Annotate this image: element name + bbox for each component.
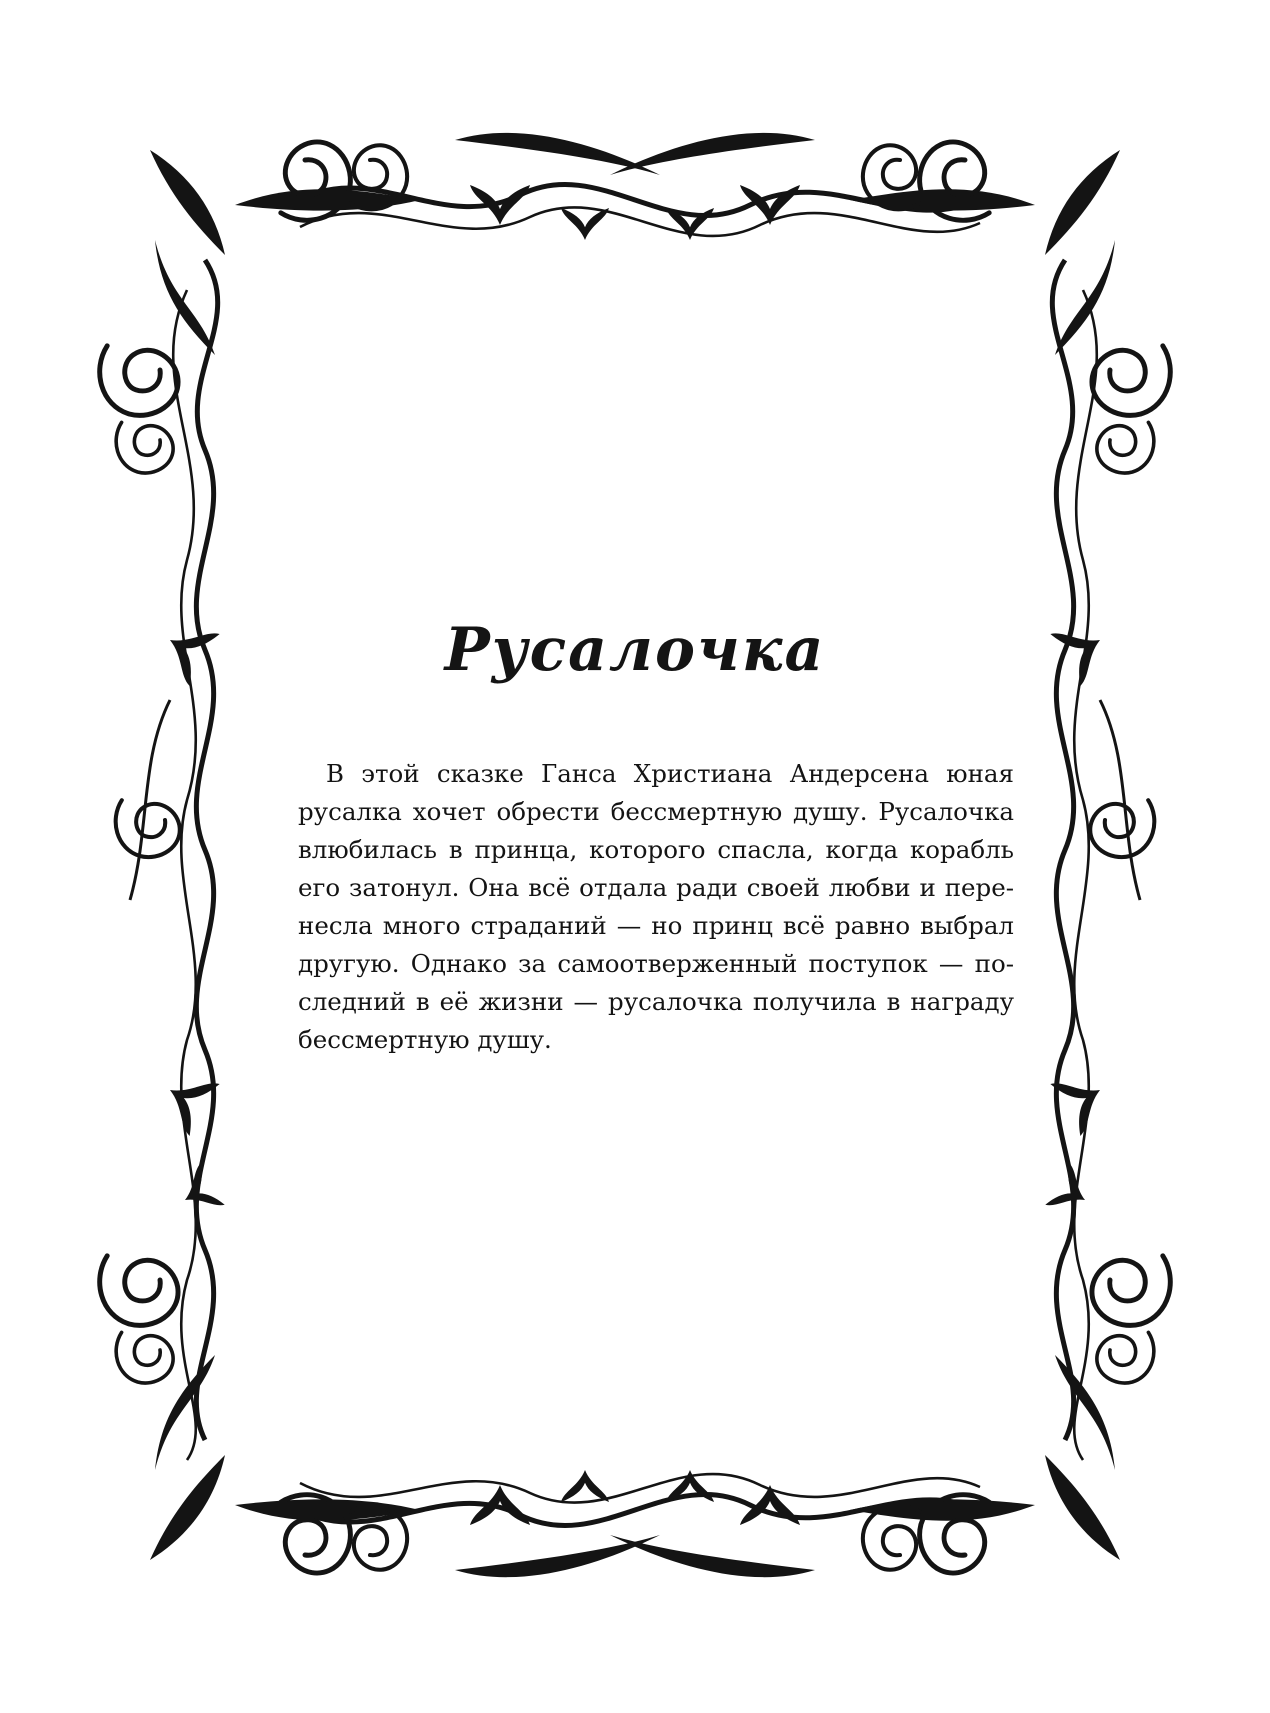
paragraph-line: следний в её жизни — русалочка получила в награду [298,987,1014,1016]
paragraph-line: другую. Однако за самоотверженный поступок — по- [298,949,1014,978]
top-border-leaf [850,189,1035,210]
paragraph-line: бессмертную душу. [298,1025,552,1054]
corner-leaf-top-left [150,150,225,255]
paragraph-line: его затонул. Она всё отдала ради своей любви и пере- [298,873,1014,902]
right-border-vine [1052,260,1096,1460]
corner-leaf-top-right [1045,150,1120,255]
left-border-vine [173,260,217,1460]
bottom-border-vine [290,1474,980,1525]
paragraph-line: несла много страданий — но принц всё равно выбрал [298,911,1014,940]
paragraph-line: В этой сказке Ганса Христиана Андерсена юная [326,759,1014,788]
body-paragraph [298,755,1014,1059]
corner-leaf-bottom-left [150,1455,225,1560]
paragraph-line: влюбилась в принца, которого спасла, когда корабль [298,835,1014,864]
paragraph-line: русалка хочет обрести бессмертную душу. Русалочка [298,797,1014,826]
page-title: Русалочка [444,615,826,685]
corner-leaf-bottom-right [1045,1455,1120,1560]
top-border-vine [290,184,980,235]
